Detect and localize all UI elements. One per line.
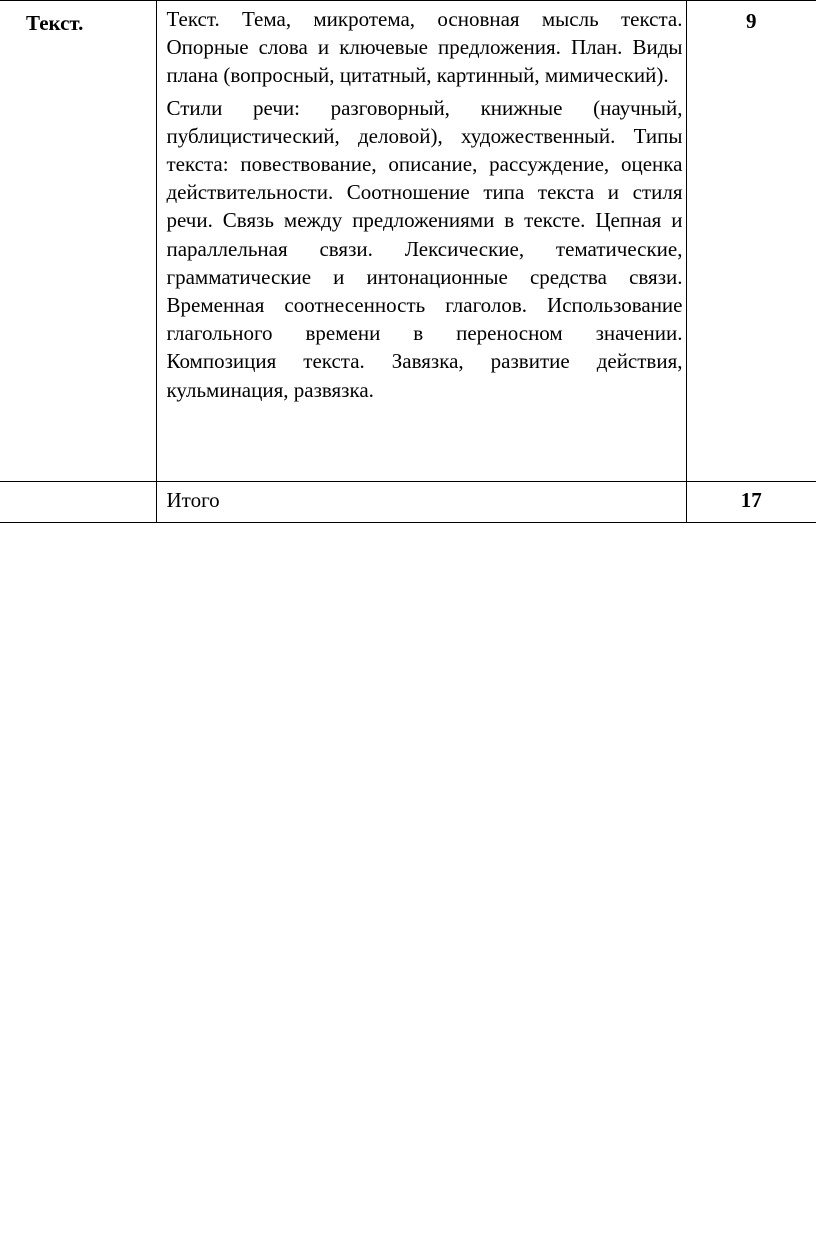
empty-cell [0,482,156,523]
total-row [0,482,816,523]
table-row [0,1,816,482]
total-label: Итого [156,482,686,523]
section-content [156,1,686,482]
curriculum-table [0,0,816,523]
hours-value: 9 [686,1,816,482]
total-hours: 17 [686,482,816,523]
content-paragraph: Стили речи: разговорный, книжные (научный, публицистический, деловой), художественный. Типы текста: повествование, описание, рассуждение, оценка действительности. Соотношение типа текста и стиля речи. Связь между предложениями в тексте. Цепная и параллельная связи. Лексические, тематические, грамматические и интонационные средства связи. Временная соотнесенность глаголов. Использование глагольного времени в переносном значении. Композиция текста. Завязка, развитие действия, кульминация, развязка. [166,95,683,402]
content-paragraph: Текст. Тема, микротема, основная мысль текста. Опорные слова и ключевые предложения. План. Виды плана (вопросный, цитатный, картинный, мимический). [166,7,683,88]
section-title: Текст. [0,1,156,482]
